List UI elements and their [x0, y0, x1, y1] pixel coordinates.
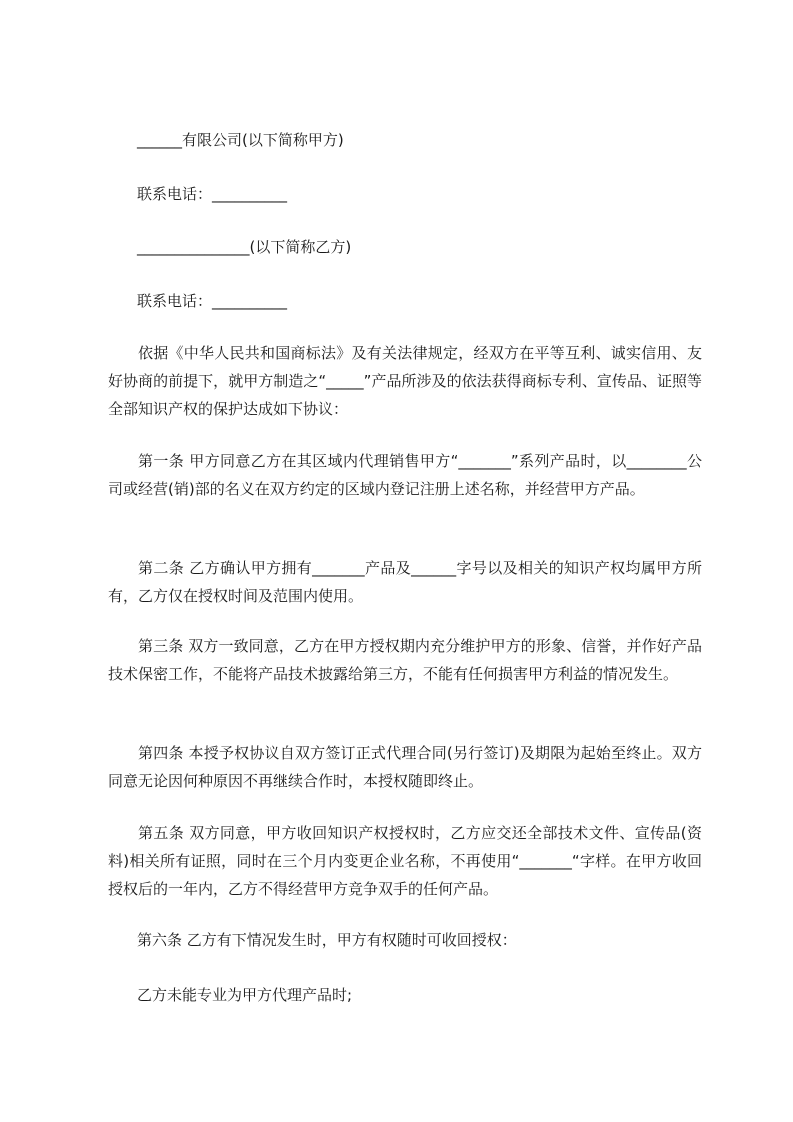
- article-6: 第六条 乙方有下情况发生时，甲方有权随时可收回授权：: [137, 931, 517, 949]
- party-b-name-line: _______________(以下简称乙方): [137, 238, 352, 256]
- article-4: 第四条 本授予权协议自双方签订正式代理合同(另行签订)及期限为起始至终止。双方同意无论因何种原因不再继续合作时，本授权随即终止。: [108, 744, 702, 790]
- party-a-name-line: ______有限公司(以下简称甲方): [137, 131, 344, 149]
- article-1: 第一条 甲方同意乙方在其区域内代理销售甲方“_______”系列产品时，以________公司或经营(销)部的名义在双方约定的区域内登记注册上述名称，并经营甲方产品。: [108, 452, 702, 498]
- clause-1: 乙方未能专业为甲方代理产品时;: [137, 986, 353, 1004]
- party-b-phone-line: 联系电话：__________: [137, 292, 288, 310]
- article-5: 第五条 双方同意，甲方收回知识产权授权时，乙方应交还全部技术文件、宣传品(资料)相关所有证照，同时在三个月内变更企业名称，不再使用“_______“字样。在甲方收回授权后的一年内，乙方不得经营甲方竞争双手的任何产品。: [108, 824, 702, 898]
- article-2: 第二条 乙方确认甲方拥有_______产品及______字号以及相关的知识产权均属甲方所有，乙方仅在授权时间及范围内使用。: [108, 559, 702, 605]
- article-3: 第三条 双方一致同意，乙方在甲方授权期内充分维护甲方的形象、信誉，并作好产品技术保密工作，不能将产品技术披露给第三方，不能有任何损害甲方利益的情况发生。: [108, 637, 702, 683]
- preamble-paragraph: 依据《中华人民共和国商标法》及有关法律规定，经双方在平等互利、诚实信用、友好协商的前提下，就甲方制造之“_____”产品所涉及的依法获得商标专利、宣传品、证照等全部知识产权的保护达成如下协议：: [108, 344, 702, 418]
- party-a-phone-line: 联系电话：__________: [137, 185, 288, 203]
